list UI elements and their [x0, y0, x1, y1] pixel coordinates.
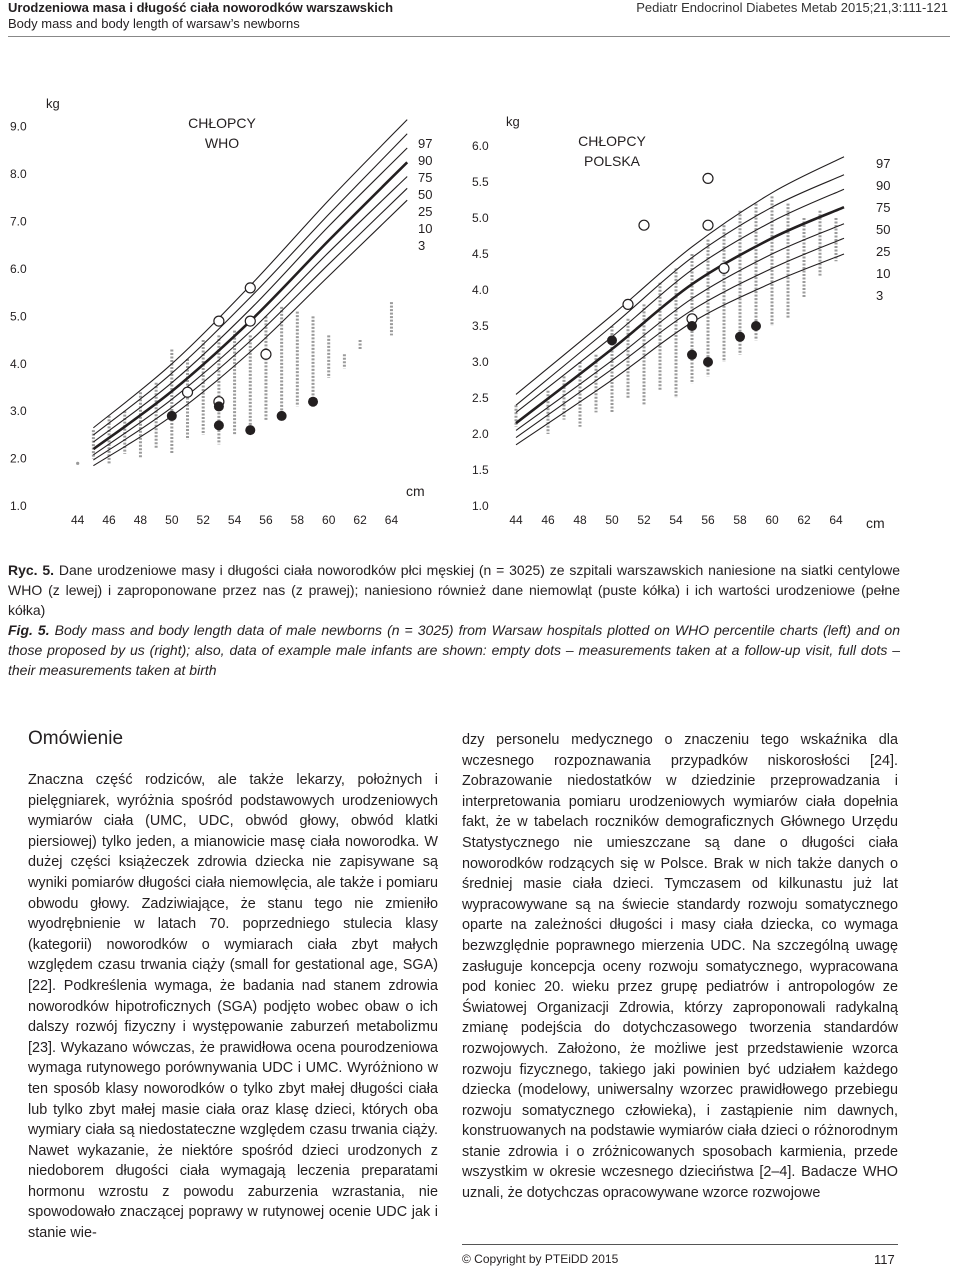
header-title-en: Body mass and body length of warsaw’s newborns	[8, 16, 300, 31]
y-tick-label: 2.0	[472, 427, 489, 441]
x-tick-label: 54	[669, 513, 683, 527]
y-tick-label: 8.0	[10, 167, 27, 182]
empty-dot	[623, 299, 633, 309]
y-tick-label: 9.0	[10, 119, 27, 134]
y-tick-label: 4.5	[472, 247, 489, 261]
running-header	[8, 0, 393, 32]
y-tick-label: 1.0	[472, 499, 489, 513]
x-tick-label: 62	[353, 513, 367, 527]
y-tick-label: 5.0	[10, 309, 27, 324]
chart-title: CHŁOPCY	[578, 133, 646, 149]
percentile-curve	[516, 224, 844, 431]
percentile-curve	[516, 175, 844, 405]
x-tick-label: 50	[605, 513, 619, 527]
header-title-pl: Urodzeniowa masa i długość ciała noworodków warszawskich	[8, 0, 394, 15]
y-tick-label: 4.0	[10, 356, 27, 371]
full-dot	[687, 350, 697, 360]
section-title: Omówienie	[28, 728, 124, 749]
empty-dot	[245, 316, 255, 326]
x-tick-label: 44	[71, 513, 85, 527]
x-tick-label: 56	[701, 513, 715, 527]
paragraph-left: Znaczna część rodziców, ale także lekarzy, położnych i pielęgniarek, wyróżnia spośród podstawowych urodzeniowych wymiarów ciała (UMC, UDC, obwód głowy, obwód klatki piersiowej) tylko jeden, a mianowicie masę ciała noworodka. W dużej części książeczek zdrowia dziecka nie zapisywane są wyniki pomiarów długości ciała niemowlęcia, ale także i pomiaru obwodu głowy. Zadziwiające, że stanu tego nie zmieniło wyodrębnienie w latach 70. poprzedniego stulecia klasy (kategorii) noworodków o wymiarach ciała zbyt małych względem czasu trwania ciąży (small for gestational age, SGA) [22]. Podkreślenia wymaga, że badania nad stanem zdrowia noworodków hipotroficznych (SGA) podjęto wobec obaw o ich dalszy rozwój fizyczny i występowanie zaburzeń metabolizmu [23]. Wykazano wówczas, że prawidłowa ocena pourodzeniowa wymaga rutynowego porównywania UDC i UMC. Wyróżniono w ten sposób klasy noworodków o tylko zbyt małej długości ciała lub tylko zbyt małej masie ciała oraz klasę dzieci, których oba wymiary ciała są niedostateczne względem czasu trwania ciąży. Nawet wykazanie, że niektóre spośród dzieci urodzonych z niedoborem długości ciała wymagają leczenia preparatami hormonu wzrostu z powodu zaburzenia wzrastania, nie spowodowało znaczącej poprawy w rutynowej ocenie UDC jak i stanie wie-	[28, 772, 438, 1242]
journal-citation: Pediatr Endocrinol Diabetes Metab 2015;21,3:111-121	[636, 0, 948, 15]
x-tick-label: 64	[384, 513, 399, 527]
chart-polska	[472, 114, 890, 531]
y-tick-label: 2.5	[472, 391, 489, 405]
x-tick-label: 48	[573, 513, 587, 527]
figure-5	[0, 88, 960, 538]
x-tick-label: 64	[829, 513, 843, 527]
text-column-left	[28, 730, 438, 1244]
chart-subtitle: POLSKA	[583, 153, 641, 169]
y-axis-label: kg	[46, 96, 60, 111]
x-tick-label: 58	[733, 513, 747, 527]
percentile-curve	[516, 189, 844, 412]
x-tick-label: 50	[165, 513, 179, 527]
percentile-label: 10	[418, 221, 433, 236]
x-tick-label: 44	[509, 513, 523, 527]
full-dot	[245, 425, 255, 435]
text-column-right	[462, 730, 898, 1204]
page-number: 117	[874, 1252, 895, 1267]
x-tick-label: 60	[322, 513, 336, 527]
percentile-label: 75	[418, 170, 433, 185]
x-tick-label: 46	[541, 513, 555, 527]
y-tick-label: 1.5	[472, 463, 489, 477]
caption-pl	[8, 560, 900, 620]
header-divider	[8, 36, 950, 37]
full-dot	[607, 335, 617, 345]
empty-dot	[719, 263, 729, 273]
y-tick-label: 1.0	[10, 499, 27, 513]
caption-en-text: Body mass and body length data of male newborns (n = 3025) from Warsaw hospitals plotted on WHO percentile charts (left) and on those proposed by us (right); also, data of example male infants are shown: empty dots – measurements taken at a follow-up visit, full dots – their measurements taken at birth	[8, 622, 900, 678]
caption-pl-label: Ryc. 5.	[8, 562, 55, 578]
empty-dot	[214, 316, 224, 326]
empty-dot	[183, 387, 193, 397]
chart-title: CHŁOPCY	[188, 115, 256, 131]
percentile-label: 90	[876, 178, 891, 193]
y-tick-label: 7.0	[10, 214, 27, 229]
empty-dot	[261, 349, 271, 359]
full-dot	[167, 411, 177, 421]
y-tick-label: 6.0	[10, 261, 27, 276]
full-dot	[277, 411, 287, 421]
footer-divider	[462, 1244, 898, 1245]
y-tick-label: 2.0	[10, 451, 27, 466]
x-tick-label: 58	[290, 513, 305, 527]
x-tick-label: 62	[797, 513, 811, 527]
footer-copyright: © Copyright by PTEiDD 2015	[462, 1252, 619, 1266]
percentile-label: 50	[876, 222, 891, 237]
chart-who	[10, 96, 432, 527]
full-dot	[214, 401, 224, 411]
caption-en-label: Fig. 5.	[8, 622, 50, 638]
y-tick-label: 3.5	[472, 319, 489, 333]
percentile-label: 3	[876, 288, 884, 303]
empty-dot	[245, 283, 255, 293]
x-tick-label: 54	[227, 513, 242, 527]
percentile-label: 75	[876, 200, 891, 215]
percentile-label: 97	[418, 136, 433, 151]
y-tick-label: 3.0	[10, 404, 27, 419]
y-tick-label: 3.0	[472, 355, 489, 369]
x-axis-label: cm	[866, 515, 885, 531]
caption-en	[8, 620, 900, 680]
full-dot	[214, 420, 224, 430]
x-tick-label: 48	[133, 513, 148, 527]
x-tick-label: 56	[259, 513, 273, 527]
full-dot	[703, 357, 713, 367]
y-tick-label: 6.0	[472, 139, 489, 153]
full-dot	[751, 321, 761, 331]
empty-dot	[703, 220, 713, 230]
x-tick-label: 52	[637, 513, 651, 527]
full-dot	[735, 332, 745, 342]
empty-dot	[703, 173, 713, 183]
percentile-label: 50	[418, 187, 433, 202]
y-tick-label: 5.5	[472, 175, 489, 189]
percentile-curve	[93, 148, 407, 442]
x-tick-label: 46	[102, 513, 116, 527]
full-dot	[308, 397, 318, 407]
caption-pl-text: Dane urodzeniowe masy i długości ciała noworodków płci męskiej (n = 3025) ze szpitali warszawskich naniesione na siatki centylowe WHO (z lewej) i zaproponowane przez nas (z prawej); naniesiono również dane niemowląt (puste kółka) i ich wartości urodzeniowe (pełne kółka)	[8, 562, 901, 618]
x-tick-label: 60	[765, 513, 779, 527]
percentile-label: 97	[876, 156, 891, 171]
x-tick-label: 52	[196, 513, 210, 527]
empty-dot	[639, 220, 649, 230]
x-axis-label: cm	[406, 483, 425, 499]
percentile-label: 10	[876, 266, 891, 281]
percentile-curve	[516, 238, 844, 437]
chart-subtitle: WHO	[204, 135, 240, 151]
percentile-label: 25	[418, 204, 433, 219]
y-tick-label: 5.0	[472, 211, 489, 225]
y-axis-label: kg	[506, 114, 520, 129]
paragraph-right: dzy personelu medycznego o znaczeniu tego wskaźnika dla wczesnego rozpoznawania przypadków niskorosłości [24]. Zobrazowanie niedostatków w dziedzinie przeprowadzania i interpretowania pomiaru urodzeniowych wymiarów ciała dopełnia fakt, że w tabelach roczników demograficznych Głównego Urzędu Statystycznego nie umieszczane są dane o długości ciała noworodków rodzących się w Polsce. Brak w nich także danych o średniej masie ciała dzieci. Tymczasem od kilkunastu już lat wypracowywane są na świecie standardy rozwoju somatycznego oparte na zależności długości i masy ciała dziecka, co wymaga bezwzględnie poprawnego mierzenia UDC. Na szczególną uwagę zasługuje koncepcja oceny rozwoju somatycznego, wypracowana pod koniec 20. wieku przez grupę pediatrów i antropologów ze Światowej Organizacji Zdrowia, którzy zaproponowali radykalną zmianę podejścia do dotychczasowego tworzenia standardów rozwojowych. Założono, że możliwe jest przedstawienie wzorca rozwoju fizycznego, takiego jaki powinien być udziałem każdego dziecka (modelowy, uniwersalny wzorzec prawidłowego przebiegu rozwoju somatycznego człowieka), i zastąpienie nim dawnych, konstruowanych na podstawie wymiarów ciała dzieci o różnorodnym stanie zdrowia i o zróżnicowanych sposobach karmienia, przede wszystkim w okresie wczesnego dzieciństwa [2–4]. Badacze WHO uznali, że dotychczas opracowywane wzorce rozwojowe	[462, 732, 898, 1202]
percentile-label: 3	[418, 238, 426, 253]
data-point	[76, 462, 79, 465]
full-dot	[687, 321, 697, 331]
percentile-label: 25	[876, 244, 891, 259]
percentile-curve	[516, 157, 844, 395]
percentile-label: 90	[418, 153, 433, 168]
y-tick-label: 4.0	[472, 283, 489, 297]
